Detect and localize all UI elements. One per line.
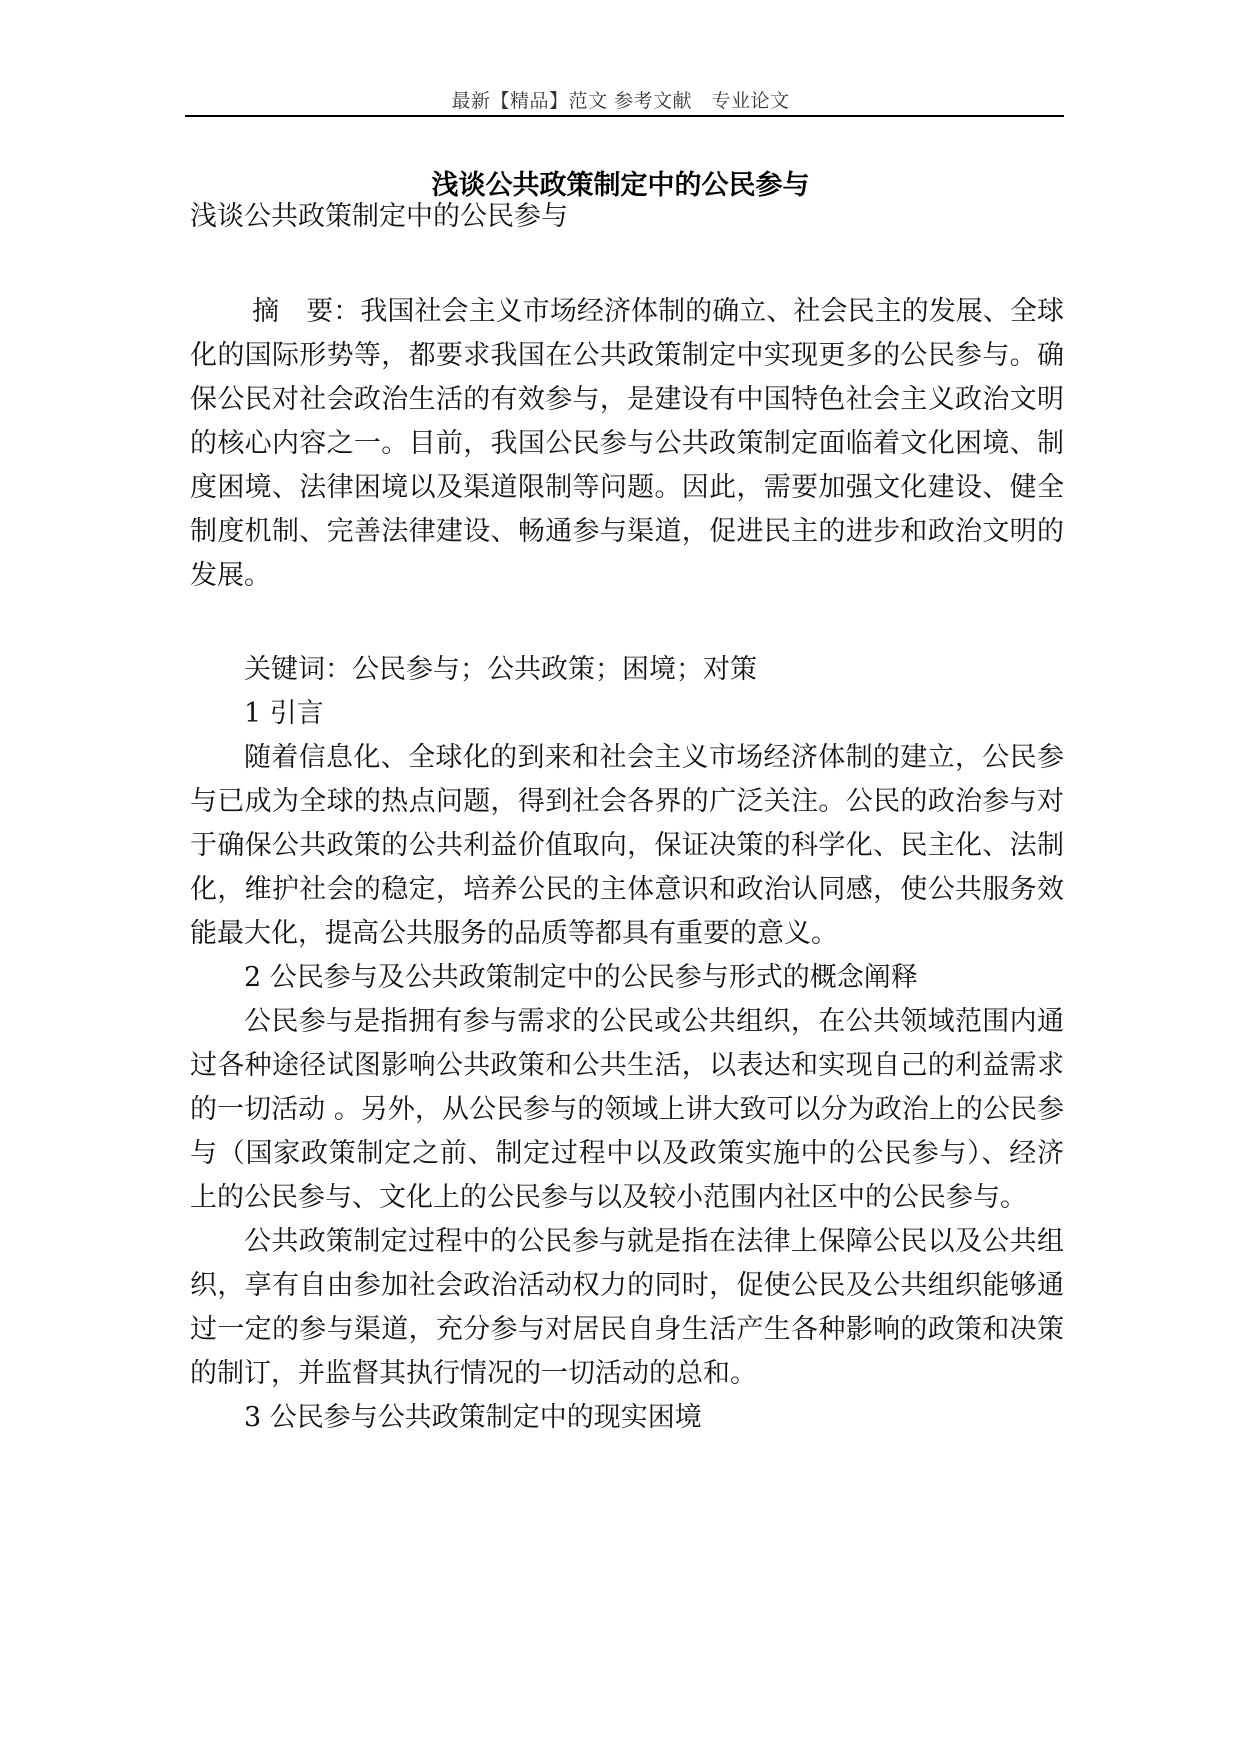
header-rule — [185, 115, 1064, 117]
abstract-paragraph: 摘 要：我国社会主义市场经济体制的确立、社会民主的发展、全球化的国际形势等，都要求我国在公共政策制定中实现更多的公民参与。确保公民对社会政治生活的有效参与，是建设有中国特色社会主义政治文明的核心内容之一。目前，我国公民参与公共政策制定面临着文化困境、制度困境、法律困境以及渠道限制等问题。因此，需要加强文化建设、健全制度机制、完善法律建设、畅通参与渠道，促进民主的进步和政治文明的发展。 — [190, 296, 1064, 591]
running-header: 最新【精品】范文 参考文献 专业论文 — [451, 90, 790, 112]
section-1-heading: 1 引言 — [244, 698, 324, 729]
document-subtitle: 浅谈公共政策制定中的公民参与 — [190, 201, 568, 232]
section-3-heading: 3 公民参与公共政策制定中的现实困境 — [244, 1402, 702, 1433]
section-1-paragraph: 随着信息化、全球化的到来和社会主义市场经济体制的建立，公民参与已成为全球的热点问题，得到社会各界的广泛关注。公民的政治参与对于确保公共政策的公共利益价值取向，保证决策的科学化、民主化、法制化，维护社会的稳定，培养公民的主体意识和政治认同感，使公共服务效能最大化，提高公共服务的品质等都具有重要的意义。 — [190, 742, 1064, 949]
keywords-line: 关键词：公民参与；公共政策；困境；对策 — [244, 654, 757, 685]
section-2-paragraph-2: 公共政策制定过程中的公民参与就是指在法律上保障公民以及公共组织，享有自由参加社会政治活动权力的同时，促使公民及公共组织能够通过一定的参与渠道，充分参与对居民自身生活产生各种影响的政策和决策的制订，并监督其执行情况的一切活动的总和。 — [190, 1226, 1064, 1389]
document-title: 浅谈公共政策制定中的公民参与 — [431, 170, 810, 201]
document-body — [190, 195, 1064, 1440]
section-2-heading: 2 公民参与及公共政策制定中的公民参与形式的概念阐释 — [244, 962, 918, 993]
section-2-paragraph-1: 公民参与是指拥有参与需求的公民或公共组织，在公共领域范围内通过各种途径试图影响公共政策和公共生活，以表达和实现自己的利益需求的一切活动 。另外，从公民参与的领域上讲大致可以分为政治上的公民参与（国家政策制定之前、制定过程中以及政策实施中的公民参与）、经济上的公民参与、文化上的公民参与以及较小范围内社区中的公民参与。 — [190, 1006, 1064, 1213]
